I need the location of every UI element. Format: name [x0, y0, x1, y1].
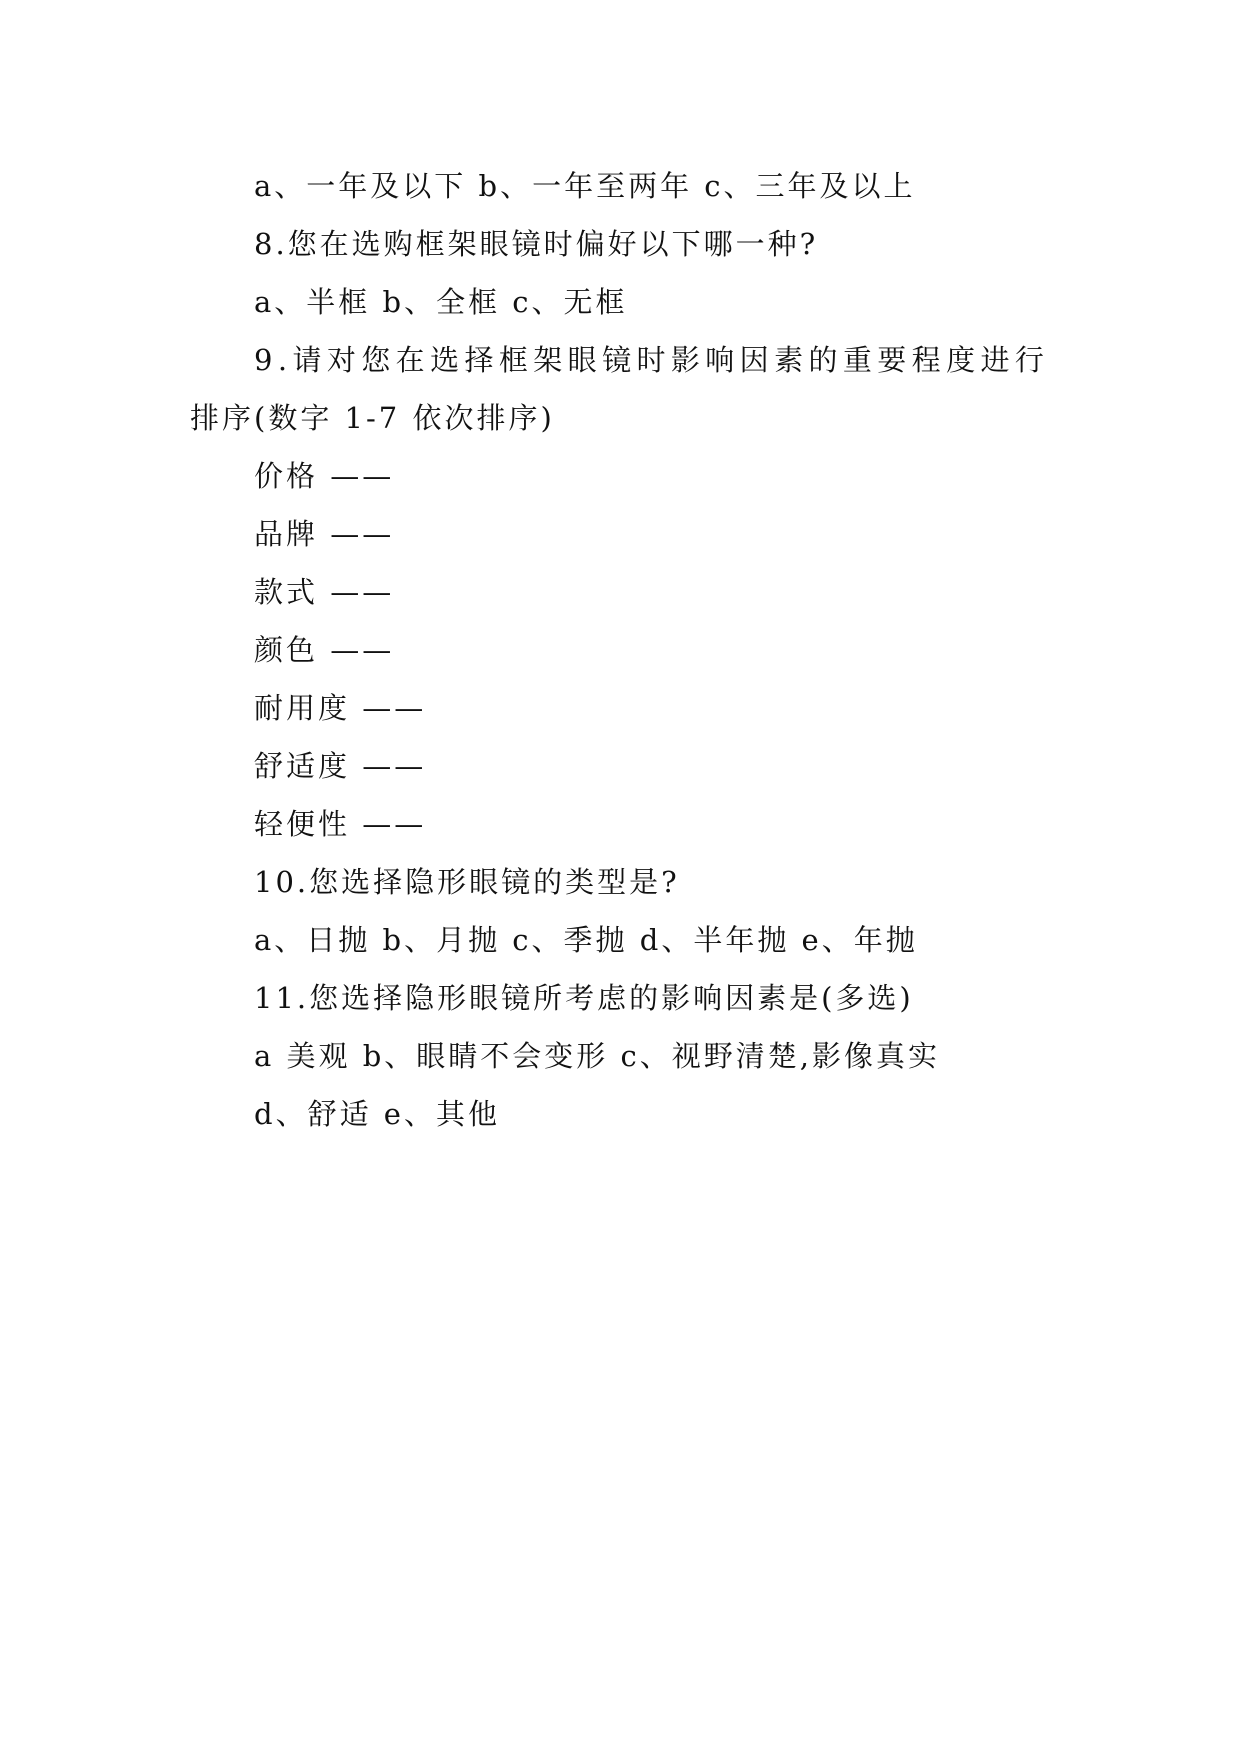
rank-item-comfort: 舒适度 —— [254, 749, 427, 783]
rank-item-durability: 耐用度 —— [254, 691, 427, 725]
q7-options: a、一年及以下 b、一年至两年 c、三年及以上 [254, 169, 916, 203]
rank-item-brand: 品牌 —— [254, 517, 395, 551]
q8-question: 8.您在选购框架眼镜时偏好以下哪一种? [254, 227, 819, 261]
rank-item-color: 颜色 —— [254, 633, 395, 667]
q9-question-line1: 9.请对您在选择框架眼镜时影响因素的重要程度进行 [254, 343, 1050, 377]
rank-item-style: 款式 —— [254, 575, 395, 609]
rank-item-price: 价格 —— [254, 459, 395, 493]
q11-options-line1: a 美观 b、眼睛不会变形 c、视野清楚,影像真实 [254, 1039, 940, 1073]
q10-question: 10.您选择隐形眼镜的类型是? [254, 865, 680, 899]
q8-options: a、半框 b、全框 c、无框 [254, 285, 628, 319]
q10-options: a、日抛 b、月抛 c、季抛 d、半年抛 e、年抛 [254, 923, 918, 957]
rank-item-portability: 轻便性 —— [254, 807, 427, 841]
q11-options-line2: d、舒适 e、其他 [254, 1097, 500, 1131]
q9-question-line2: 排序(数字 1-7 依次排序) [190, 401, 555, 435]
q11-question: 11.您选择隐形眼镜所考虑的影响因素是(多选) [254, 981, 914, 1015]
